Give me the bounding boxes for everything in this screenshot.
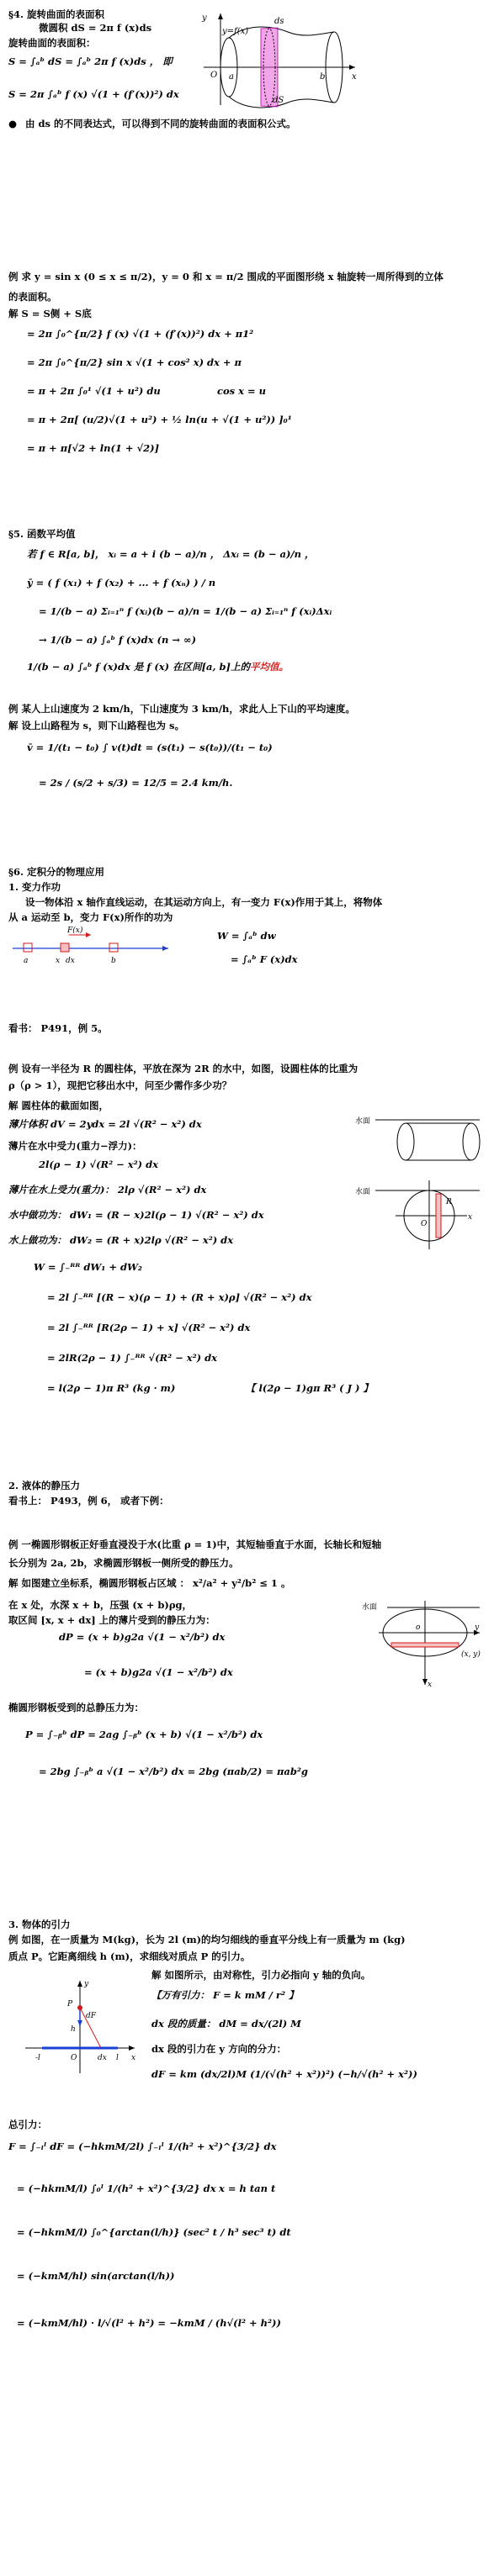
fig-xy-label: (x, y) [461,1650,481,1659]
ex3-line3: 2l(ρ − 1) √(R² − x²) dx [39,1159,159,1170]
sec6-para2: 从 a 运动至 b，变力 F(x)所作的功为 [8,911,173,923]
ex4-line4: = (x + b)g2a √(1 − x²/b²) dx [84,1666,233,1678]
ex3-line10: = 2lR(2ρ − 1) ∫₋ᴿᴿ √(R² − x²) dx [47,1352,217,1364]
fig-a-label: a [24,957,29,965]
fig-force-label: F(x) [67,926,83,935]
cylinder-in-water-figure [353,1110,488,1253]
ex3-line1: 薄片体积 dV = 2ydx = 2l √(R² − x²) dx [8,1118,202,1130]
sec4-eq1: S = ∫ₐᵇ dS = ∫ₐᵇ 2π f (x)ds ， 即 [8,55,173,67]
gravitation-figure [17,1976,143,2077]
ex3-line7: W = ∫₋ᴿᴿ dW₁ + dW₂ [34,1261,142,1273]
sub3-title: 3. 物体的引力 [8,1919,71,1930]
fig-h-label: h [71,2025,76,2034]
fig-label-fx: y=f(x) [222,27,249,36]
ex2-line2: = 2s / (s/2 + s/3) = 12/5 = 2.4 km/h. [39,777,233,789]
ex1-problem: 例 求 y = sin x (0 ≤ x ≤ π/2)，y = 0 和 x = π/2 围成的平面图形绕 x 轴旋转一周所得到的立体 [8,271,444,282]
sub3-law: 【万有引力： F = k mM / r² 】 [151,1989,299,2001]
fig-minus-l-label: -l [35,2054,40,2062]
sub3-total3: = (−hkmM/l) ∫₀^{arctan(l/h)} (sec² t / h³ sec³ t) dt [17,2226,291,2238]
sec5-average-value: 平均值。 [249,661,289,673]
ex3-line6: 水上做功为： dW₂ = (R + x)2lρ √(R² − x²) dx [8,1234,234,1246]
sec5-line1: 若 f ∈ R[a, b]， xᵢ = a + i (b − a)/n ， Δxᵢ = (b − a)/n ， [27,548,315,560]
ex1-step1: = 2π ∫₀^{π/2} f (x) √(1 + (f′(x))²) dx + π1² [27,328,254,340]
sub3-total4: = (−kmM/hl) sin(arctan(l/h)) [17,2270,175,2282]
fig-dx-label: dx [98,2054,107,2062]
sub3-para2: 质点 P。它距离细线 h (m)，求细线对质点 P 的引力。 [8,1950,251,1962]
fig-x-label: x [131,2054,136,2062]
fig-origin-label: O [421,1220,428,1228]
fig-dx-label: dx [66,957,75,965]
sec4-line1: 微圆积 dS = 2π f (x)ds [39,22,152,34]
ex4-problem2: 长分别为 2a, 2b，求椭圆形钢板一侧所受的静压力。 [8,1557,239,1569]
sub3-total5: = (−kmM/hl) · l/√(l² + h²) = −kmM / (h√(l² + h²)) [17,2317,281,2329]
fig-water-label: 水面 [362,1603,378,1612]
fig-water-label-1: 水面 [355,1117,371,1126]
fig-radius-label: R [446,1198,452,1206]
ex1-problem2: 的表面积。 [8,291,57,303]
ex4-problem: 例 一椭圆形钢板正好垂直浸没于水(比重 ρ = 1)中，其短轴垂直于水面，长轴长和短轴 [8,1539,382,1550]
fig-label-b: b [320,72,326,82]
fig-label-x: x [352,72,357,82]
ex3-line4: 薄片在水上受力(重力)： 2lρ √(R² − x²) dx [8,1184,207,1196]
ex1-step3: = π + 2π ∫₀¹ √(1 + u²) du [27,385,161,397]
ex3-problem: 例 设有一半径为 R 的圆柱体，平放在深为 2R 的水中，如图，设圆柱体的比重为 [8,1063,359,1074]
sub3-line3: dF = km (dx/2l)M (1/(√(h² + x²))²) (−h/√(h² + x²)) [151,2068,417,2080]
sec4-bullet: 由 ds 的不同表达式，可以得到不同的旋转曲面的表面积公式。 [25,118,296,129]
ex3-line2: 薄片在水中受力(重力−浮力)： [8,1140,142,1152]
sec5-line2: ȳ = ( f (x₁) + f (x₂) + ... + f (xₙ) ) / n [27,577,216,589]
fig-x-label: x [428,1681,433,1689]
sec4-line2: 旋转曲面的表面积： [8,37,96,49]
sec6-reference: 看书： P491，例 5。 [8,1022,108,1034]
fig-P-label: P [67,2000,73,2009]
sec6-work2: = ∫ₐᵇ F (x)dx [231,953,298,965]
fig-label-a: a [229,72,234,82]
fig-y-label: y [475,1623,480,1632]
ellipse-plate-figure [345,1597,488,1690]
fig-b-label: b [111,957,116,965]
ex4-line6: P = ∫₋ᵦᵇ dP = 2ag ∫₋ᵦᵇ (x + b) √(1 − x²/b²) dx [25,1729,263,1740]
fig-y-label: y [84,1980,89,1988]
sub3-para1: 例 如图，在一质量为 M(kg)，长为 2l (m)的均匀细线的垂直平分线上有一质量为 m (kg) [8,1934,406,1945]
sub2-reference: 看书上： P493，例 6， 或者下例： [8,1495,169,1507]
ex2-problem: 例 某人上山速度为 2 km/h，下山速度为 3 km/h，求此人上下山的平均速度。 [8,703,355,715]
ex3-problem2: ρ（ρ > 1），现把它移出水中，问至少需作多少功？ [8,1079,232,1091]
ex4-line2: 取区间 [x, x + dx] 上的薄片受到的静压力为： [8,1614,215,1626]
sec5-line3: = 1/(b − a) Σᵢ₌₁ⁿ f (xᵢ)(b − a)/n = 1/(b − a) Σᵢ₌₁ⁿ f (xᵢ)Δxᵢ [39,605,332,617]
ex3-solution: 解 圆柱体的截面如图， [8,1100,109,1111]
fig-dF-label: dF [86,2012,97,2020]
fig-label-y: y [202,13,207,23]
fig-water-label-2: 水面 [355,1188,371,1196]
fig-label-dS: dS [273,96,284,105]
ex1-step4: = π + 2π[ (u/2)√(1 + u²) + ½ ln(u + √(1 + u²)) ]₀¹ [27,414,292,425]
ex2-solution: 解 设上山路程为 s，则下山路程也为 s。 [8,720,184,731]
ex4-line3: dP = (x + b)g2a √(1 − x²/b²) dx [59,1631,226,1643]
sec5-line4: → 1/(b − a) ∫ₐᵇ f (x)dx (n → ∞) [39,634,197,646]
sec5-line5 [27,661,289,673]
surface-of-revolution-figure [195,8,364,109]
ex3-line11-joules: 【 l(2ρ − 1)gπ R³ ( J ) 】 [246,1382,373,1394]
ex1-step2: = 2π ∫₀^{π/2} sin x √(1 + cos² x) dx + π [27,356,242,368]
variable-force-figure [8,925,177,967]
sec6-title: §6. 定积分的物理应用 [8,866,105,878]
ex3-line11: = l(2ρ − 1)π R³ (kg · m) [47,1382,176,1394]
sub3-line2: dx 段的引力在 y 方向的分力： [151,2043,287,2055]
sec5-line5-text: 1/(b − a) ∫ₐᵇ f (x)dx 是 f (x) 在区间[a, b]上的 [27,661,250,673]
sec6-work1: W = ∫ₐᵇ dw [217,930,276,942]
sub2-title: 2. 液体的静压力 [8,1480,81,1491]
sec6-sub1: 1. 变力作功 [8,881,61,893]
ex1-solution: 解 S = S侧 + S底 [8,308,92,319]
sub3-total1: F = ∫₋ₗˡ dF = (−hkmM/2l) ∫₋ₗˡ 1/(h² + x²)^{3/2} dx [8,2141,277,2152]
fig-origin-label: o [416,1623,421,1632]
sec4-title: §4. 旋转曲面的表面积 [8,8,105,20]
ex4-line5: 椭圆形钢板受到的总静压力为： [8,1702,144,1713]
ex1-substitution: cos x = u [217,385,267,397]
sec4-eq2: S = 2π ∫ₐᵇ f (x) √(1 + (f′(x))²) dx [8,88,179,100]
sub3-solution: 解 如图所示，由对称性，引力必指向 y 轴的负向。 [151,1969,371,1981]
ex4-line7: = 2bg ∫₋ᵦᵇ a √(1 − x²/b²) dx = 2bg (πab/2) = πab²g [39,1766,308,1777]
ex3-line5: 水中做功为： dW₁ = (R − x)2l(ρ − 1) √(R² − x²) dx [8,1209,264,1221]
ex4-line1: 在 x 处，水深 x + b，压强 (x + b)ρg， [8,1599,193,1611]
fig-label-o: O [210,71,218,80]
sub3-line1: dx 段的质量： dM = dx/(2l) M [151,2018,301,2030]
sec5-title: §5. 函数平均值 [8,528,76,540]
sec4-bullet-dot: ● [8,118,18,129]
sub3-total2: = (−hkmM/l) ∫₀ˡ 1/(h² + x²)^{3/2} dx [17,2183,216,2194]
ex2-line1: v̄ = 1/(t₁ − t₀) ∫ v(t)dt = (s(t₁) − s(t₀))/(t₁ − t₀) [27,742,273,753]
fig-l-label: l [116,2054,119,2062]
sec6-para1: 设一物体沿 x 轴作直线运动，在其运动方向上，有一变力 F(x)作用于其上，将物体 [25,896,383,908]
ex3-line9: = 2l ∫₋ᴿᴿ [R(2ρ − 1) + x] √(R² − x²) dx [47,1322,251,1333]
sub3-substitution: x = h tan t [219,2183,276,2194]
ex4-solution: 解 如图建立坐标系，椭圆形钢板占区域 ： x²/a² + y²/b² ≤ 1 。 [8,1577,291,1589]
fig-x-axis-label: x [468,1213,473,1222]
fig-label-ds: ds [274,17,284,26]
fig-origin-label: O [71,2054,77,2062]
ex1-step5: = π + π[√2 + ln(1 + √2)] [27,442,160,454]
fig-x-label: x [56,957,61,965]
sub3-total: 总引力： [8,2119,47,2130]
ex3-line8: = 2l ∫₋ᴿᴿ [(R − x)(ρ − 1) + (R + x)ρ] √(R² − x²) dx [47,1291,312,1303]
